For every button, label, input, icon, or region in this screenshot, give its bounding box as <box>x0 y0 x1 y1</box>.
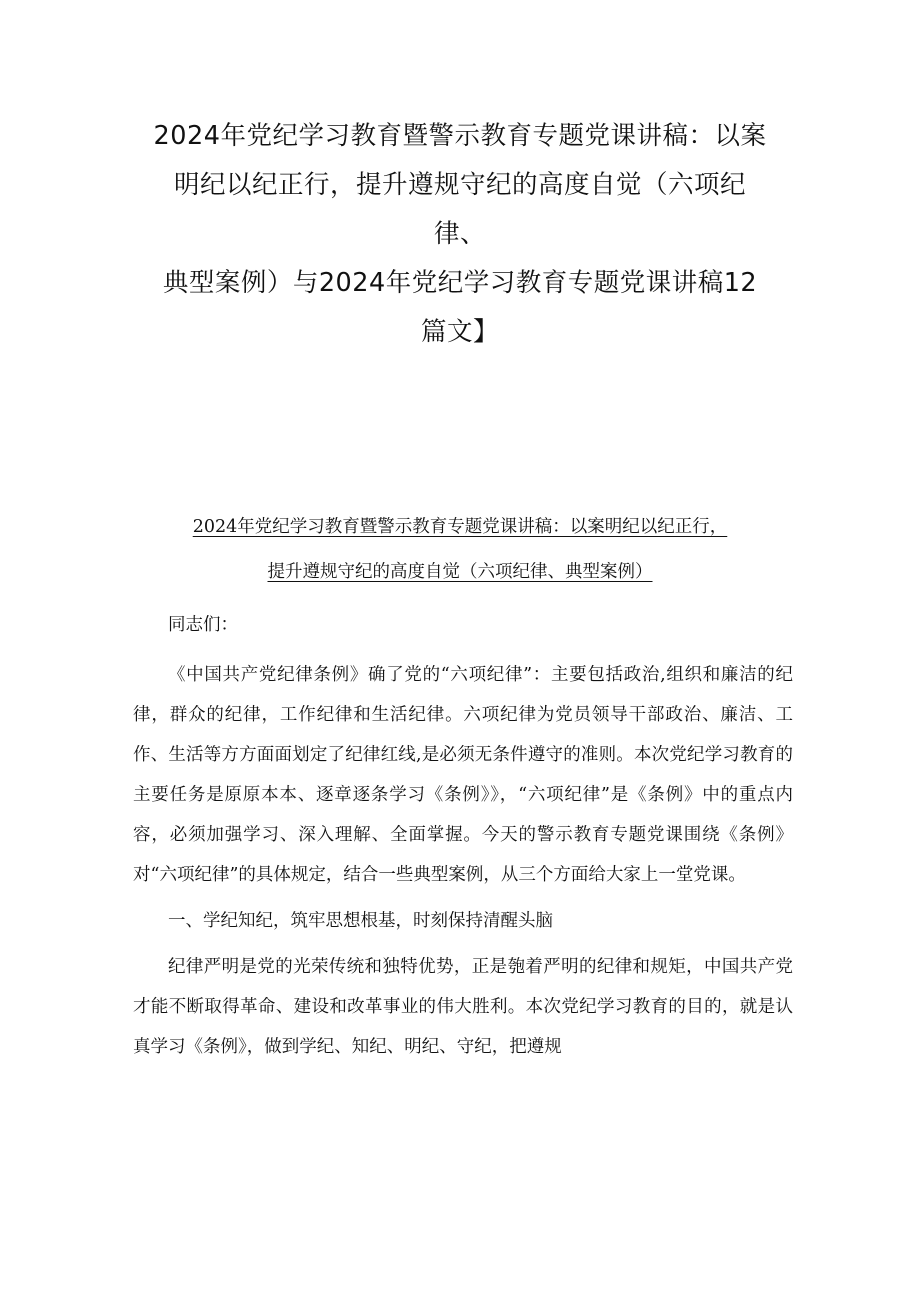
document-title <box>110 112 810 357</box>
subheading-line: 提升遵规守纪的高度自觉（六项纪律、典型案例） <box>267 562 653 582</box>
title-line: 明纪以纪正行，提升遵规守纪的高度自觉（六项纪 <box>173 170 746 200</box>
title-line: 典型案例）与2024年党纪学习教育专题党课讲稿12 <box>162 268 758 298</box>
title-line: 2024年党纪学习教育暨警示教育专题党课讲稿：以案 <box>153 121 767 151</box>
title-line: 篇文】 <box>420 317 499 347</box>
paragraph: 纪律严明是党的光荣传统和独特优势，正是匏着严明的纪律和规矩，中国共产党才能不断取得革命、建设和改革事业的伟大胜利。本次党纪学习教育的目的，就是认真学习《条例》，做到学纪、知纪、明纪、守纪，把遵规 <box>133 957 793 1057</box>
title-line: 律、 <box>433 219 486 249</box>
body-text <box>133 605 793 1073</box>
section-subheading <box>120 505 800 595</box>
paragraph: 《中国共产党纪律条例》确了党的“六项纪律”：主要包括政治,组织和廉洁的纪律，群众的纪律，工作纪律和生活纪律。六项纪律为党员领导干部政治、廉洁、工作、生活等方方面面划定了纪律红线,是必须无条件遵守的准则。本次党纪学习教育的主要任务是原原本本、逐章逐条学习《条例》》，“六项纪律”是《条例》中的重点内容，必须加强学习、深入理解、全面掌握。今天的警示教育专题党课围绕《条例》对“六项纪律”的具体规定，结合一些典型案例，从三个方面给大家上一堂党课。 <box>133 665 793 885</box>
greeting: 同志们： <box>168 615 238 635</box>
section-heading: 一、学纪知纪，筑牢思想根基，时刻保持清醒头脑 <box>168 911 553 931</box>
subheading-line: 2024年党纪学习教育暨警示教育专题党课讲稿：以案明纪以纪正行， <box>192 517 728 537</box>
